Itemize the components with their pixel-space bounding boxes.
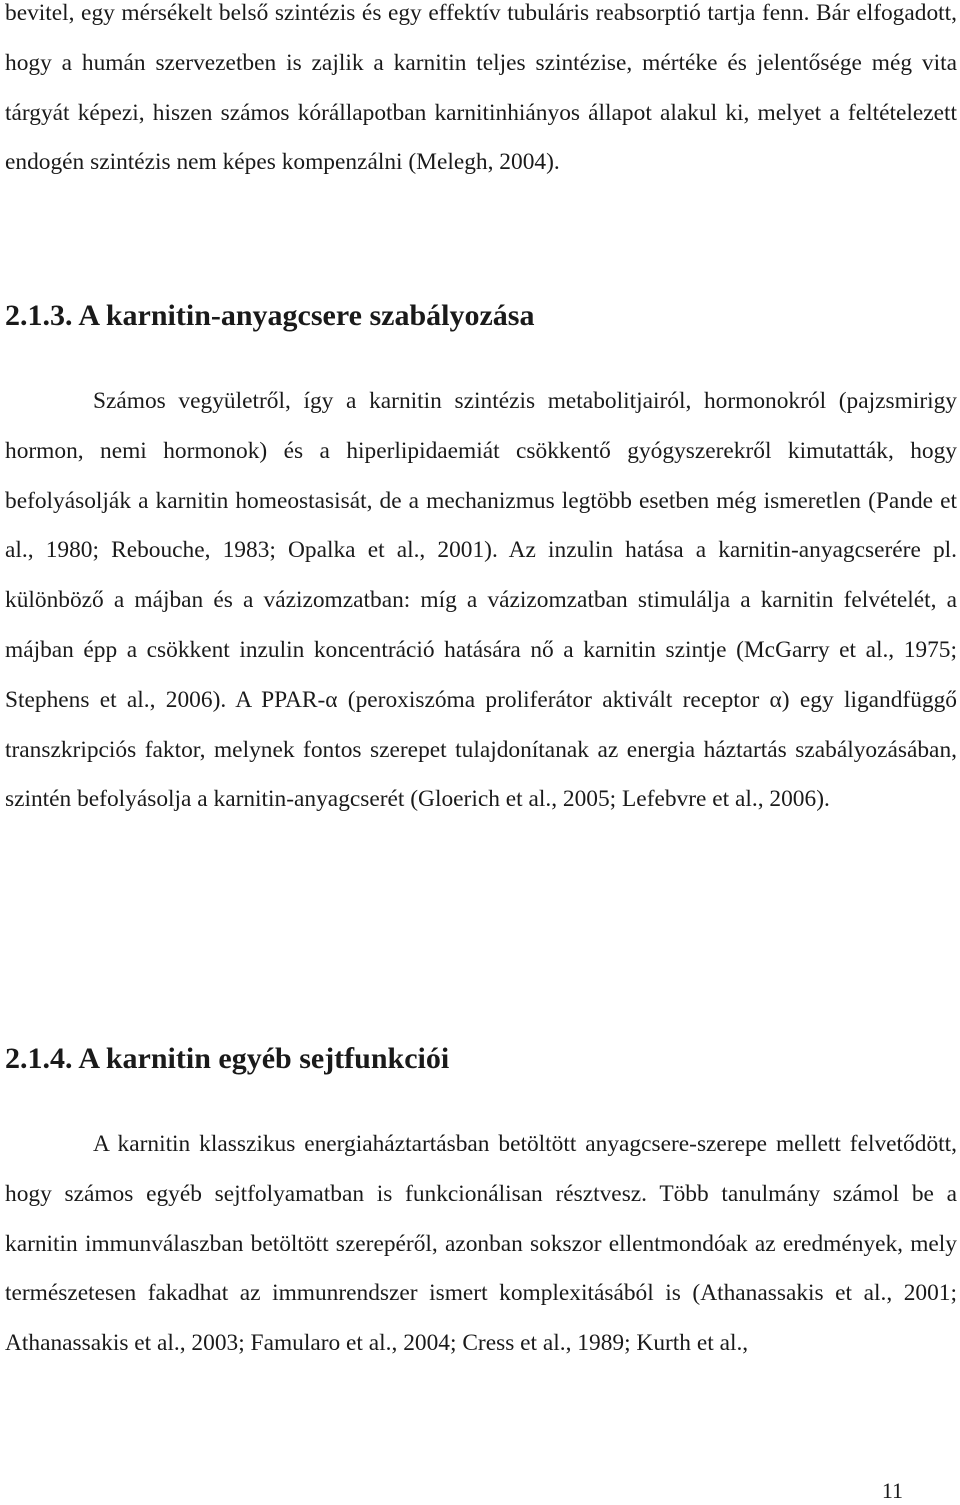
page-number: 11	[881, 1478, 903, 1503]
section-heading: 2.1.3. A karnitin-anyagcsere szabályozása	[5, 299, 535, 332]
body-paragraph: Számos vegyületről, így a karnitin szintézis metabolitjairól, hormonokról (pajzsmirigy hormon, nemi hormonok) és a hiperlipidaemiát csökkentő gyógyszerekről kimutatták, hogy befolyásolják a karnitin homeostasisát, de a mechanizmus legtöbb esetben még ismeretlen (Pande et al., 1980; Rebouche, 1983; Opalka et al., 2001). Az inzulin hatása a karnitin-anyagcserére pl. különböző a májban és a vázizomzatban: míg a vázizomzatban stimulálja a karnitin felvételét, a májban épp a csökkent inzulin koncentráció hatására nő a karnitin szintje (McGarry et al., 1975; Stephens et al., 2006). A PPAR-α (peroxiszóma proliferátor aktivált receptor α) egy ligandfüggő transzkripciós faktor, melynek fontos szerepet tulajdonítanak az energia háztartás szabályozásában, szintén befolyásolja a karnitin-anyagcserét (Gloerich et al., 2005; Lefebvre et al., 2006).	[5, 388, 957, 813]
section-heading: 2.1.4. A karnitin egyéb sejtfunkciói	[5, 1042, 450, 1075]
body-paragraph: bevitel, egy mérsékelt belső szintézis és egy effektív tubuláris reabsorptió tartja fenn. Bár elfogadott, hogy a humán szervezetben is zajlik a karnitin teljes szintézise, mértéke és jelentősége még vita tárgyát képezi, hiszen számos kórállapotban karnitinhiányos állapot alakul ki, melyet a feltételezett endogén szintézis nem képes kompenzálni (Melegh, 2004).	[5, 0, 957, 176]
body-paragraph: A karnitin klasszikus energiaháztartásban betöltött anyagcsere-szerepe mellett felvetődött, hogy számos egyéb sejtfolyamatban is funkcionálisan résztvesz. Több tanulmány számol be a karnitin immunválaszban betöltött szerepéről, azonban sokszor ellentmondóak az eredmények, mely természetesen fakadhat az immunrendszer ismert komplexitásából is (Athanassakis et al., 2001; Athanassakis et al., 2003; Famularo et al., 2004; Cress et al., 1989; Kurth et al.,	[5, 1131, 957, 1357]
